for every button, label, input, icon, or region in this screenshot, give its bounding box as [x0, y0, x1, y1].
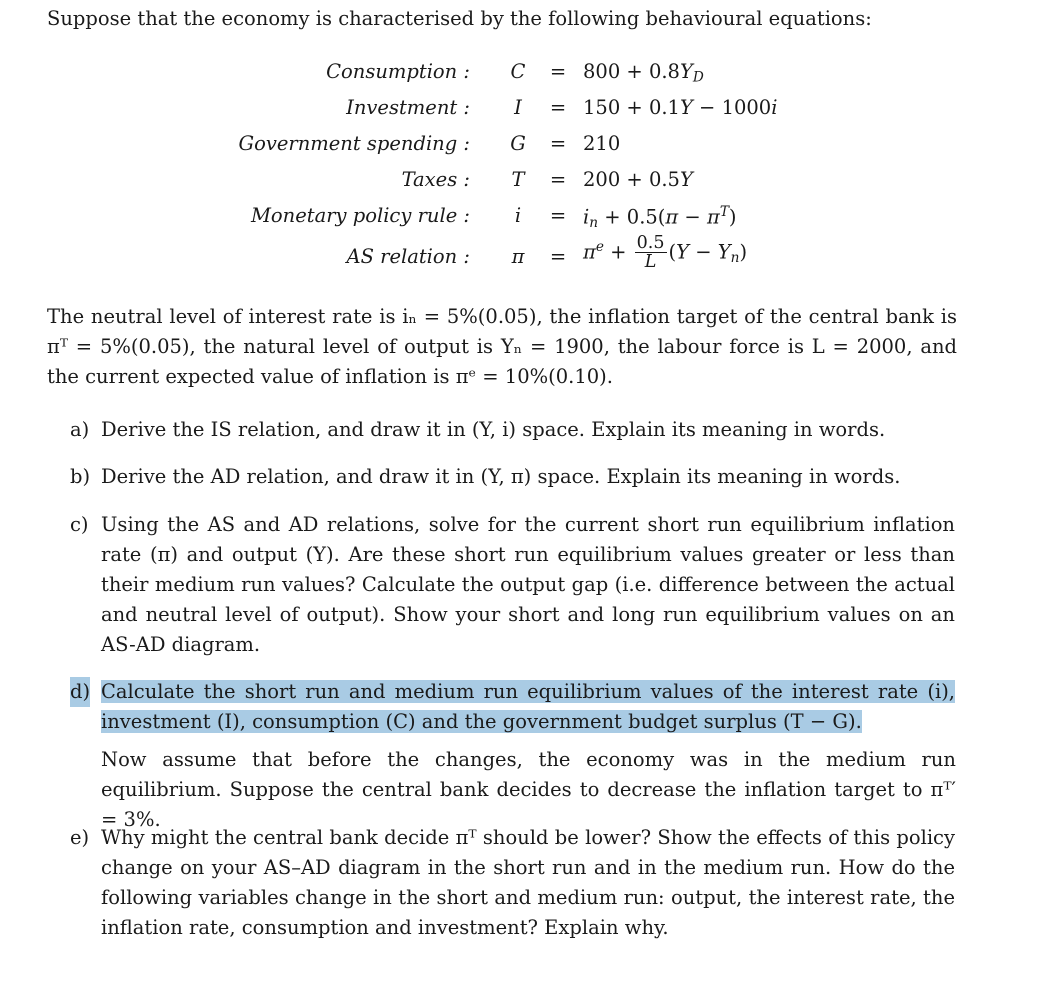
question-tag: b)	[70, 465, 91, 488]
equation-symbol-i: I	[514, 96, 522, 119]
question-text: Derive the IS relation, and draw it in (Y, i) space. Explain its meaning in words.	[101, 418, 886, 441]
selected-text[interactable]: Calculate the short run and medium run equilibrium values of the interest rate (i), investment (I), consumption (C) and the government budget surplus (T − G).	[101, 680, 955, 733]
question-d[interactable]	[70, 677, 955, 737]
equation-symbol-g: G	[510, 132, 526, 155]
equation-equals: =	[549, 132, 567, 155]
question-tag: d)	[70, 677, 90, 707]
equation-symbol-interest: i	[514, 204, 522, 227]
equation-equals: =	[549, 96, 567, 119]
equation-rhs-taxes: 200 + 0.5Y	[583, 168, 693, 191]
equation-rhs-monetary: $i_n + 0.5(\pi - \pi^T)$	[583, 204, 737, 231]
equation-label-consumption: Consumption :	[326, 60, 470, 83]
equation-label-investment: Investment :	[346, 96, 470, 119]
question-tag: a)	[70, 418, 90, 441]
parameters-paragraph: The neutral level of interest rate is iₙ = 5%(0.05), the inflation target of the central bank is πᵀ = 5%(0.05), the natural level of output is Yₙ = 1900, the labour force is L = 2000, and the current expected value of inflation is πᵉ = 10%(0.10).	[47, 305, 957, 388]
question-tag: e)	[70, 826, 90, 849]
question-tag: c)	[70, 513, 89, 536]
equation-rhs-investment: 150 + 0.1Y − 1000i	[583, 96, 778, 119]
equation-label-government: Government spending :	[238, 132, 470, 155]
equation-symbol-pi: π	[511, 245, 525, 268]
equation-symbol-c: C	[510, 60, 526, 83]
equation-rhs-government: 210	[583, 132, 621, 155]
question-text: Why might the central bank decide πᵀ should be lower? Show the effects of this policy change on your AS–AD diagram in the short run and in the medium run. How do the following variables change in the short and medium run: output, the interest rate, the inflation rate, consumption and investment? Explain why.	[101, 826, 955, 939]
equation-equals: =	[549, 204, 567, 227]
question-text-highlighted[interactable]	[101, 677, 955, 737]
intro-text: Suppose that the economy is characterised by the following behavioural equations:	[47, 7, 872, 30]
question-b	[70, 462, 955, 492]
equation-label-as: AS relation :	[346, 245, 470, 268]
equation-equals: =	[549, 168, 567, 191]
equation-label-monetary: Monetary policy rule :	[250, 204, 470, 227]
equation-label-taxes: Taxes :	[401, 168, 470, 191]
equation-symbol-t: T	[511, 168, 525, 191]
question-c	[70, 510, 955, 660]
question-a	[70, 415, 955, 445]
equation-rhs-as: $\pi^e$ + $\frac{0.5}{L}$ $(Y - Y_n)$	[583, 233, 748, 273]
equation-rhs-consumption: $800 + 0.8Y_D$	[583, 60, 704, 86]
equation-equals: =	[549, 245, 567, 268]
equation-equals: =	[549, 60, 567, 83]
scenario-note: Now assume that before the changes, the economy was in the medium run equilibrium. Suppose the central bank decides to decrease the inflation target to πᵀ′ = 3%.	[101, 748, 956, 831]
question-text: Derive the AD relation, and draw it in (Y, π) space. Explain its meaning in words.	[101, 465, 901, 488]
question-e	[70, 823, 955, 943]
question-text: Using the AS and AD relations, solve for the current short run equilibrium inflation rate (π) and output (Y). Are these short run equilibrium values greater or less than their medium run values? Calculate the output gap (i.e. difference between the actual and neutral level of output). Show your short and long run equilibrium values on an AS-AD diagram.	[101, 513, 955, 656]
